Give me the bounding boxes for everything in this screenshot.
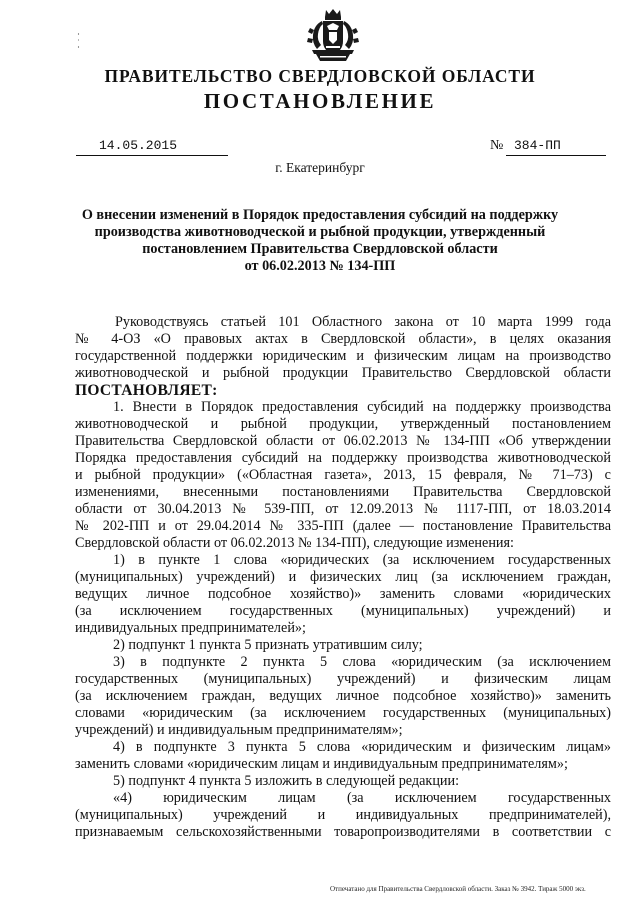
coat-of-arms-emblem [302, 6, 364, 64]
body-line: (за исключением государственных (муниципальных) учреждений) и [75, 603, 611, 619]
body-line: № 4-ОЗ «О правовых актах в Свердловской области», в целях оказания [75, 331, 611, 347]
body-line: Порядка предоставления субсидий на поддержку производства животноводческой [75, 450, 611, 466]
title-line: постановлением Правительства Свердловской области [142, 241, 498, 257]
body-line: 4) в подпункте 3 пункта 5 слова «юридическим и физическим лицам» [113, 739, 611, 755]
body-line: 1. Внести в Порядок предоставления субсидий на поддержку производства [113, 399, 611, 415]
document-title [60, 207, 580, 275]
body-line: государственной поддержки юридическим и физическим лицам на производство [75, 348, 611, 364]
body-line: государственных (муниципальных) учреждений) и физическим лицам [75, 671, 611, 687]
title-line: О внесении изменений в Порядок предоставления субсидий на поддержку [81, 207, 559, 223]
government-name: ПРАВИТЕЛЬСТВО СВЕРДЛОВСКОЙ ОБЛАСТИ [104, 66, 536, 86]
document-body [75, 314, 611, 841]
body-line: индивидуальных предпринимателей»; [75, 620, 306, 636]
body-line: изменениями, внесенными постановлениями Правительства Свердловской [75, 484, 611, 500]
body-line: № 202-ПП и от 29.04.2014 № 335-ПП (далее — постановление Правительства [75, 518, 611, 534]
body-line: словами «юридическим (за исключением государственных (муниципальных) [75, 705, 611, 721]
body-line: (муниципальных) учреждений) и физических лиц (за исключением граждан, [75, 569, 611, 585]
body-line: заменить словами «юридическим лицам и индивидуальным предпринимателям»; [75, 756, 568, 772]
title-line: от 06.02.2013 № 134-ПП [244, 258, 396, 274]
city: г. Екатеринбург [275, 160, 365, 175]
document-type: ПОСТАНОВЛЕНИЕ [203, 89, 437, 113]
body-line: животноводческой и рыбной продукции, утвержденный постановлением [75, 416, 611, 432]
document-date: 14.05.2015 [99, 138, 178, 153]
decree-word: ПОСТАНОВЛЯЕТ: [75, 382, 218, 399]
body-line: Свердловской области от 06.02.2013 № 134-ПП), следующие изменения: [75, 535, 514, 551]
body-line: (за исключением граждан, ведущих личное подсобное хозяйство)» заменить [75, 688, 611, 704]
body-line: 3) в подпункте 2 пункта 5 слова «юридическим (за исключением [113, 654, 611, 670]
body-line: признаваемым сельскохозяйственными товаропроизводителями в соответствии с [75, 824, 611, 840]
print-footer: Отпечатано для Правительства Свердловской области. Заказ № 3942. Тираж 5000 экз. [330, 885, 586, 893]
body-line: ведущих личное подсобное хозяйство)» заменить словами «юридических [75, 586, 611, 602]
number-field [506, 138, 606, 156]
document-number: 384-ПП [514, 138, 561, 153]
date-field [76, 138, 228, 156]
body-line: Руководствуясь статьей 101 Областного закона от 10 марта 1999 года [115, 314, 611, 330]
body-line: 1) в пункте 1 слова «юридических (за исключением государственных [113, 552, 611, 568]
body-line: «4) юридическим лицам (за исключением государственных [113, 790, 611, 806]
body-line: учреждений) и индивидуальным предпринимателям»; [75, 722, 403, 738]
margin-mark [77, 32, 80, 50]
body-line: (муниципальных) учреждений и индивидуальных предпринимателей), [75, 807, 611, 823]
body-line: животноводческой и рыбной продукции Правительство Свердловской области [75, 365, 611, 381]
body-line: области от 30.04.2013 № 539-ПП, от 12.09.2013 № 1117-ПП, от 18.03.2014 [75, 501, 611, 517]
body-line: Правительства Свердловской области от 06.02.2013 № 134-ПП «Об утверждении [75, 433, 611, 449]
title-line: производства животноводческой и рыбной продукции, утвержденный [94, 224, 546, 240]
number-sign: № [490, 138, 504, 153]
body-line: 2) подпункт 1 пункта 5 признать утратившим силу; [113, 637, 423, 653]
body-line: и рыбной продукции» («Областная газета», 2013, 15 февраля, № 71–73) с [75, 467, 611, 483]
body-line: 5) подпункт 4 пункта 5 изложить в следующей редакции: [113, 773, 460, 789]
